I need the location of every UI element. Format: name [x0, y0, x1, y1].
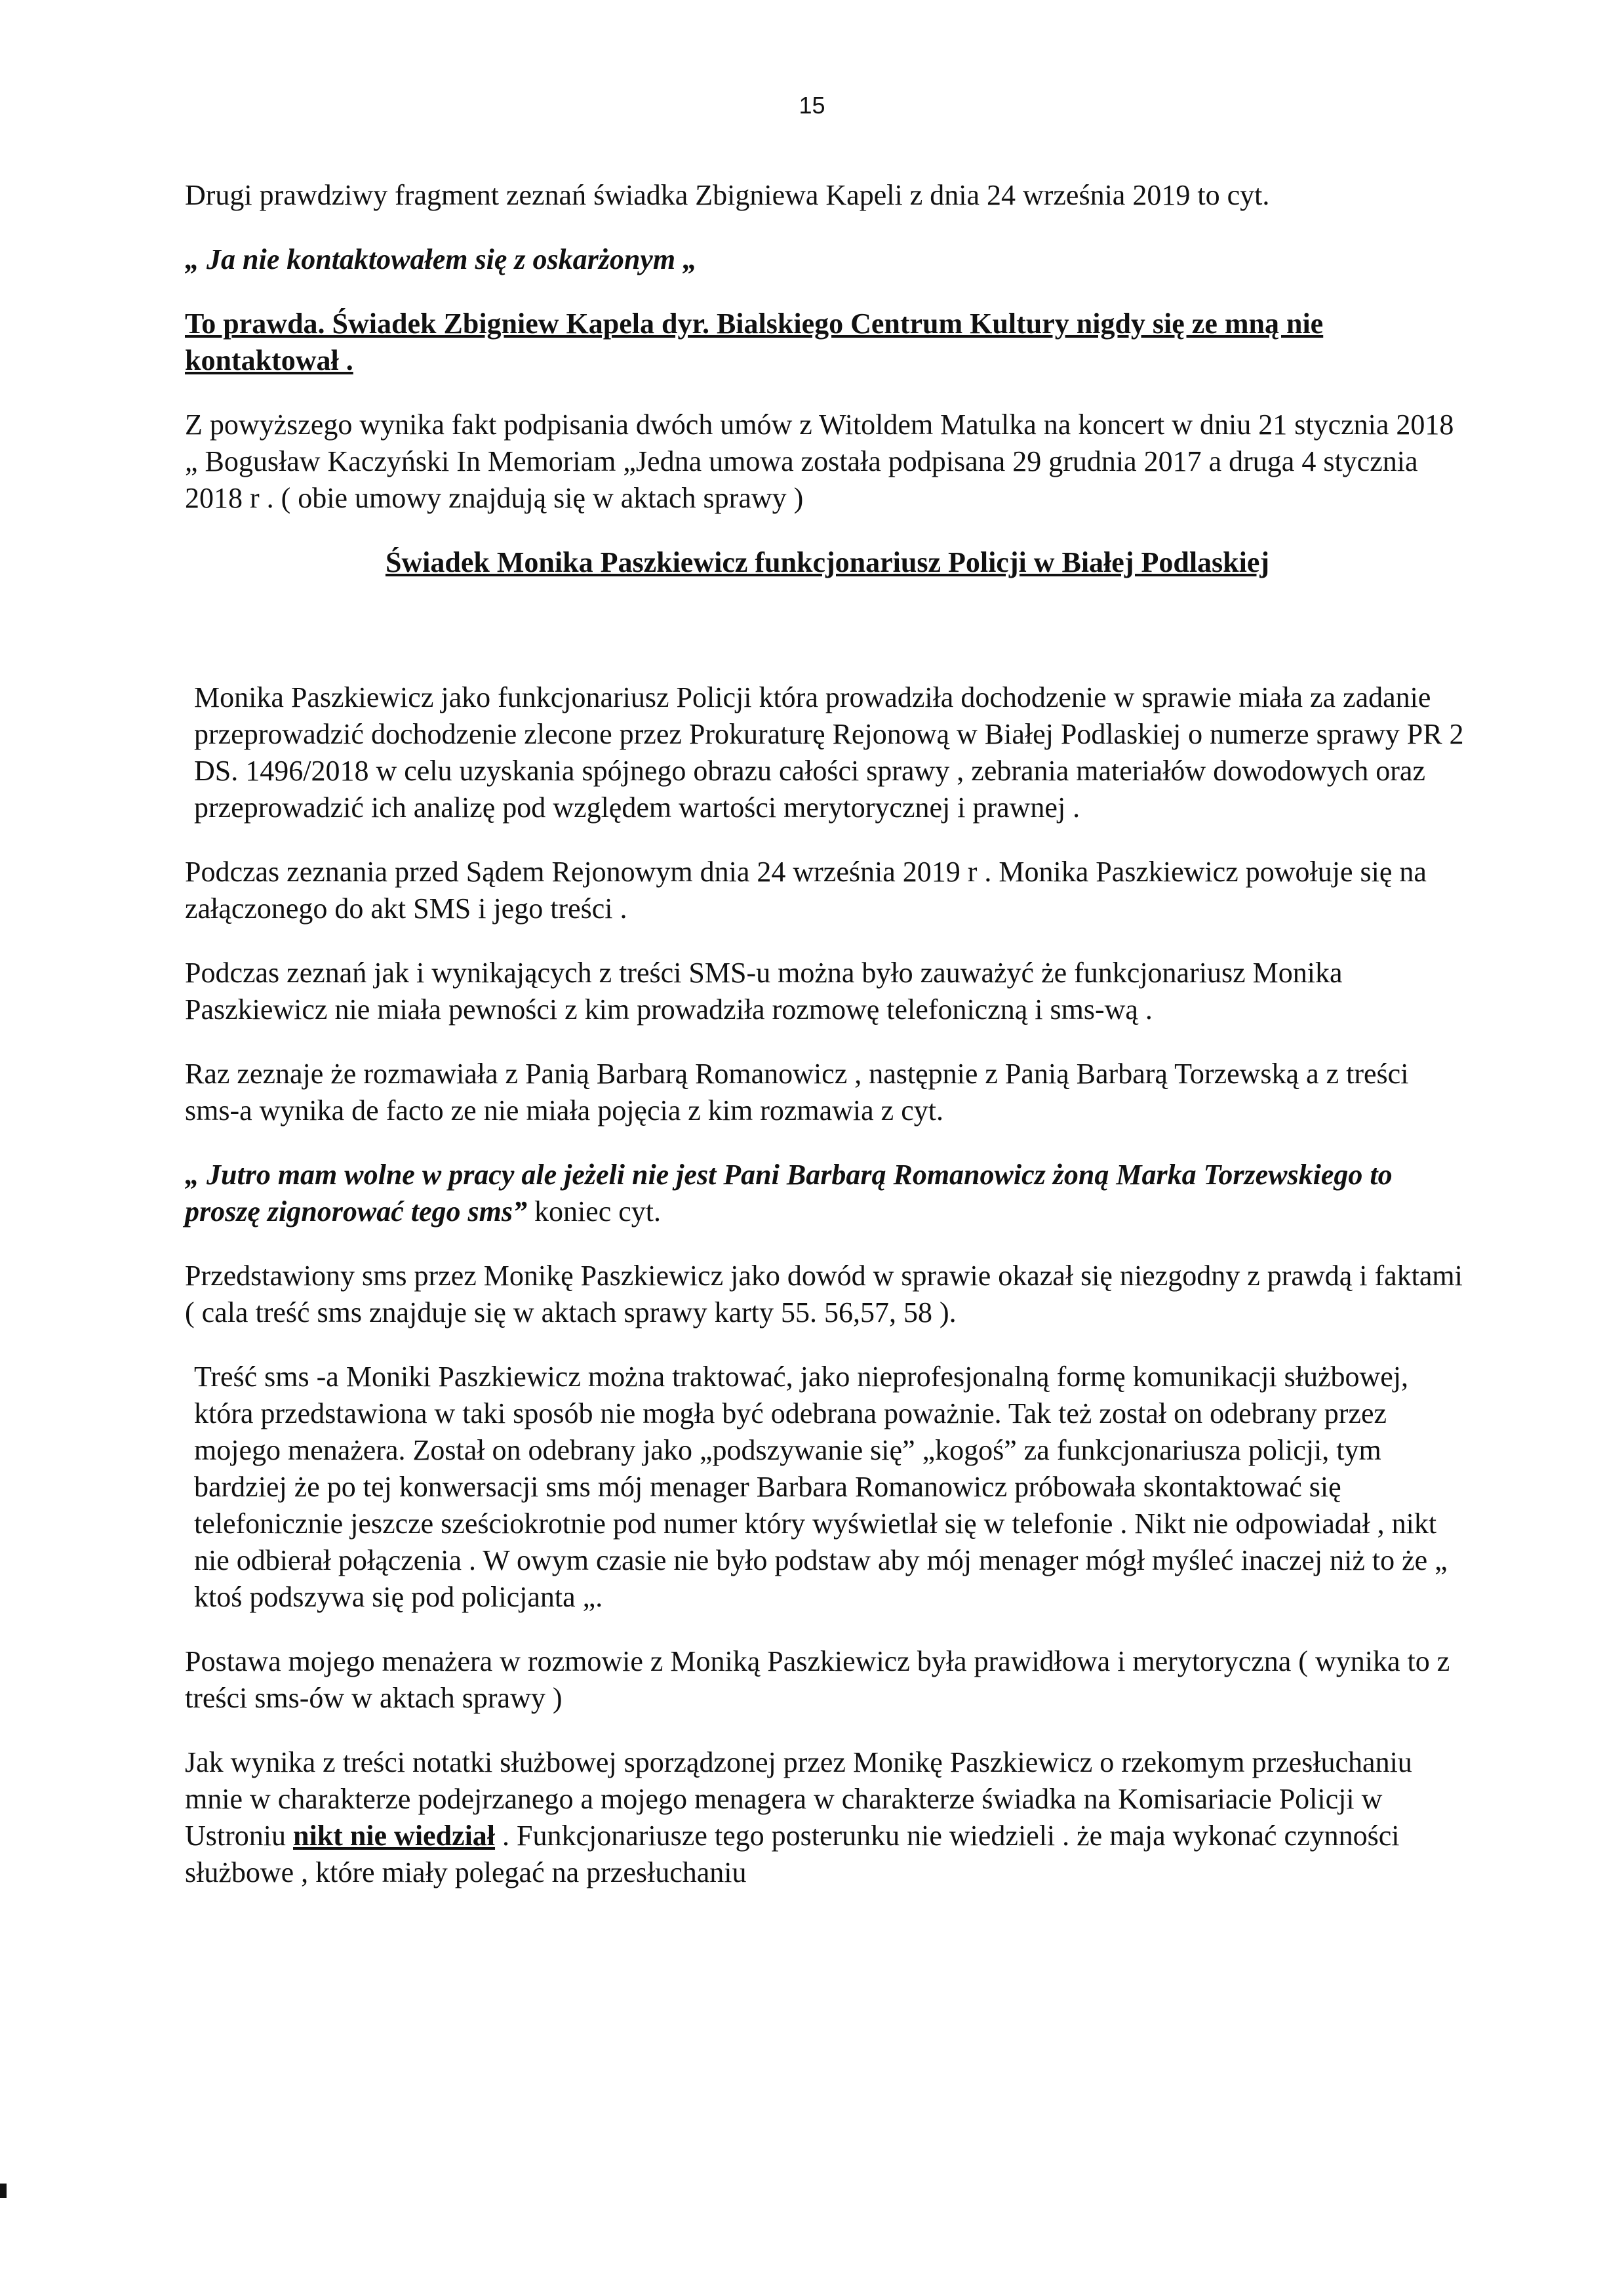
- sms-quote-tail: koniec cyt.: [526, 1195, 661, 1227]
- paragraph-1: Drugi prawdziwy fragment zeznań świadka Zbigniewa Kapeli z dnia 24 września 2019 to cyt.: [185, 179, 1270, 211]
- sms-quote: „ Jutro mam wolne w pracy ale jeżeli nie jest Pani Barbarą Romanowicz żoną Marka Torzewskiego to proszę zignorować tego sms”: [185, 1159, 1393, 1227]
- quote-kapela: „ Ja nie kontaktowałem się z oskarżonym „: [185, 243, 698, 275]
- paragraph-evidence: Przedstawiony sms przez Monikę Paszkiewicz jako dowód w sprawie okazał się niezgodny z prawdą i faktami ( cala treść sms znajduje się w aktach sprawy karty 55. 56,57, 58 ).: [185, 1260, 1463, 1328]
- paragraph-sms-content: Treść sms -a Moniki Paszkiewicz można traktować, jako nieprofesjonalną formę komunikacji służbowej, która przedstawiona w taki sposób nie mogła być odebrana poważnie. Tak też został on odebrany przez mojego menażera. Został on odebrany jako „podszywanie się” „kogoś” za funkcjonariusza policji, tym bardziej że po tej konwersacji sms mój menager Barbara Romanowicz próbowała skontaktować się telefonicznie jeszcze sześciokrotnie pod numer który wyświetlał się w telefonie . Nikt nie odpowiadał , nikt nie odbierał połączenia . W owym czasie nie było podstaw aby mój menager mógł myśleć inaczej niż to że „ ktoś podszywa się pod policjanta „.: [194, 1361, 1448, 1613]
- page-number: 15: [799, 92, 825, 119]
- note-emphasis: nikt nie wiedział: [293, 1820, 496, 1852]
- paragraph-uncertainty: Podczas zeznań jak i wynikających z treści SMS-u można było zauważyć że funkcjonariusz Monika Paszkiewicz nie miała pewności z kim prowadziła rozmowę telefoniczną i sms-wą .: [185, 957, 1343, 1026]
- paragraph-investigation: Monika Paszkiewicz jako funkcjonariusz Policji która prowadziła dochodzenie w sprawie miała za zadanie przeprowadzić dochodzenie zlecone przez Prokuraturę Rejonową w Białej Podlaskiej o numerze sprawy PR 2 DS. 1496/2018 w celu uzyskania spójnego obrazu całości sprawy , zebrania materiałów dowodowych oraz przeprowadzić ich analizę pod względem wartości merytorycznej i prawnej .: [194, 681, 1464, 824]
- paragraph-manager: Postawa mojego menażera w rozmowie z Moniką Paszkiewicz była prawidłowa i merytoryczna ( wynika to z treści sms-ów w aktach sprawy ): [185, 1645, 1450, 1714]
- note-text-a: Jak wynika z treści notatki służbowej sporządzonej przez Monikę Paszkiewicz o rzekomym przesłuchaniu mnie w charakterze podejrzanego a mojego menagera w charakterze świadka na Komisariacie Policji w Ustroniu: [185, 1746, 1412, 1852]
- paragraph-sms-quote: [185, 1157, 1470, 1230]
- section-heading: Świadek Monika Paszkiewicz funkcjonariusz Policji w Białej Podlaskiej: [385, 546, 1270, 578]
- paragraph-contracts: Z powyższego wynika fakt podpisania dwóch umów z Witoldem Matulka na koncert w dniu 21 stycznia 2018 „ Bogusław Kaczyński In Memoriam „Jedna umowa została podpisana 29 grudnia 2017 a druga 4 stycznia 2018 r . ( obie umowy znajdują się w aktach sprawy ): [185, 409, 1454, 514]
- paragraph-note: [185, 1744, 1470, 1891]
- note-text-b: . Funkcjonariusze tego posterunku nie wiedzieli . że maja wykonać czynności służbowe , które miały polegać na przesłuchaniu: [185, 1820, 1400, 1888]
- document-body: [185, 177, 1470, 1919]
- paragraph-testimony: Podczas zeznania przed Sądem Rejonowym dnia 24 września 2019 r . Monika Paszkiewicz powołuje się na załączonego do akt SMS i jego treści .: [185, 856, 1427, 925]
- paragraph-romanowicz: Raz zeznaje że rozmawiała z Panią Barbarą Romanowicz , następnie z Panią Barbarą Torzewską a z treści sms-a wynika de facto ze nie miała pojęcia z kim rozmawia z cyt.: [185, 1058, 1409, 1127]
- statement-kapela: To prawda. Świadek Zbigniew Kapela dyr. Bialskiego Centrum Kultury nigdy się ze mną nie kontaktował .: [185, 308, 1324, 376]
- scan-edge-mark: [0, 2184, 7, 2198]
